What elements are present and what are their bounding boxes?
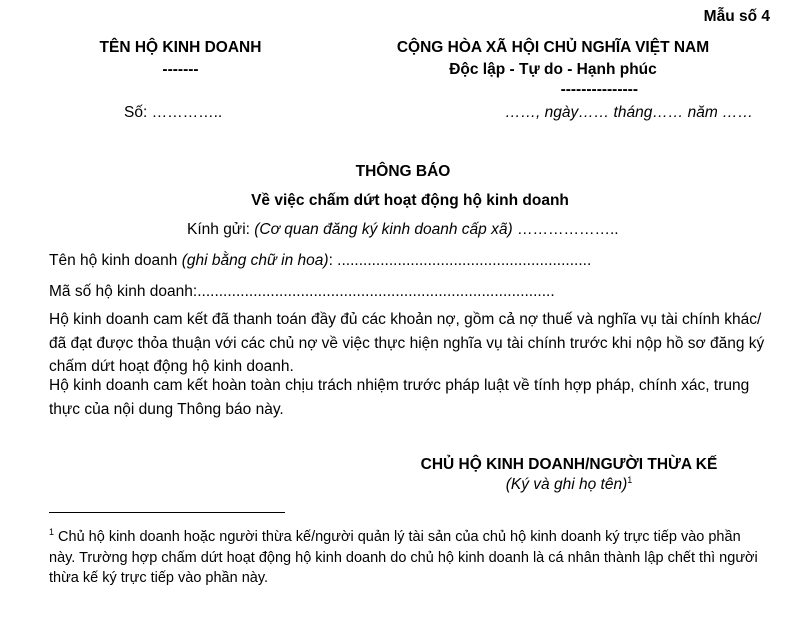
footnote — [49, 527, 769, 589]
recipient-line — [187, 221, 619, 239]
business-name-line — [49, 252, 591, 270]
footnote-marker: 1 — [49, 527, 55, 538]
form-number: Mẫu số 4 — [703, 8, 770, 25]
signature-title: CHỦ HỘ KINH DOANH/NGƯỜI THỪA KẾ — [420, 456, 718, 473]
document-date-line: ……, ngày…… tháng…… năm …… — [505, 104, 754, 121]
business-name-hint: (ghi bằng chữ in hoa) — [181, 252, 329, 269]
signature-instruction-line — [405, 475, 733, 495]
document-subtitle: Về việc chấm dứt hoạt động hộ kinh doanh — [251, 192, 569, 209]
business-name-label: Tên hộ kinh doanh — [49, 252, 182, 269]
document-title: THÔNG BÁO — [355, 163, 451, 180]
commitment-paragraph-responsibility: Hộ kinh doanh cam kết hoàn toàn chịu trách nhiệm trước pháp luật về tính hợp pháp, chính xác, trung thực của nội dung Thông báo này. — [49, 377, 750, 418]
footnote-reference: 1 — [627, 474, 633, 485]
recipient-hint: (Cơ quan đăng ký kinh doanh cấp xã) — [254, 221, 513, 238]
recipient-blank: ……………….. — [512, 221, 619, 238]
recipient-label: Kính gửi: — [187, 221, 255, 238]
footnote-separator — [49, 512, 285, 513]
business-header-title: TÊN HỘ KINH DOANH — [99, 39, 262, 56]
business-header-divider: ------- — [162, 61, 199, 78]
national-header — [367, 37, 739, 99]
commitment-paragraph-debts: Hộ kinh doanh cam kết đã thanh toán đầy đủ các khoản nợ, gồm cả nợ thuế và nghĩa vụ tài chính khác/đã đạt được thỏa thuận với các chủ nợ về việc thực hiện nghĩa vụ tài chính trước khi nộp hồ sơ đăng ký chấm dứt hoạt động hộ kinh doanh. — [49, 311, 765, 375]
tax-code-line — [49, 283, 555, 301]
signature-instruction: (Ký và ghi họ tên) — [505, 476, 628, 493]
footnote-text: Chủ hộ kinh doanh hoặc người thừa kế/người quản lý tài sản của chủ hộ kinh doanh ký trực tiếp vào phần này. Trường hợp chấm dứt hoạt động hộ kinh doanh do chủ hộ kinh doanh là cá nhân thành lập chết thì người thừa kế ký trực tiếp vào phần này. — [49, 529, 758, 586]
document-number-line: Số: ………….. — [124, 104, 223, 121]
signature-block — [405, 455, 733, 495]
tax-code-label: Mã số hộ kinh doanh: — [49, 283, 198, 300]
national-motto: Độc lập - Tự do - Hạnh phúc — [449, 61, 657, 78]
business-name-blank: : ........................................................... — [328, 252, 592, 269]
national-title: CỘNG HÒA XÃ HỘI CHỦ NGHĨA VIỆT NAM — [396, 39, 710, 56]
national-header-divider: --------------- — [560, 81, 638, 98]
business-header — [78, 37, 283, 81]
tax-code-blank: ................................................................................... — [197, 283, 555, 300]
